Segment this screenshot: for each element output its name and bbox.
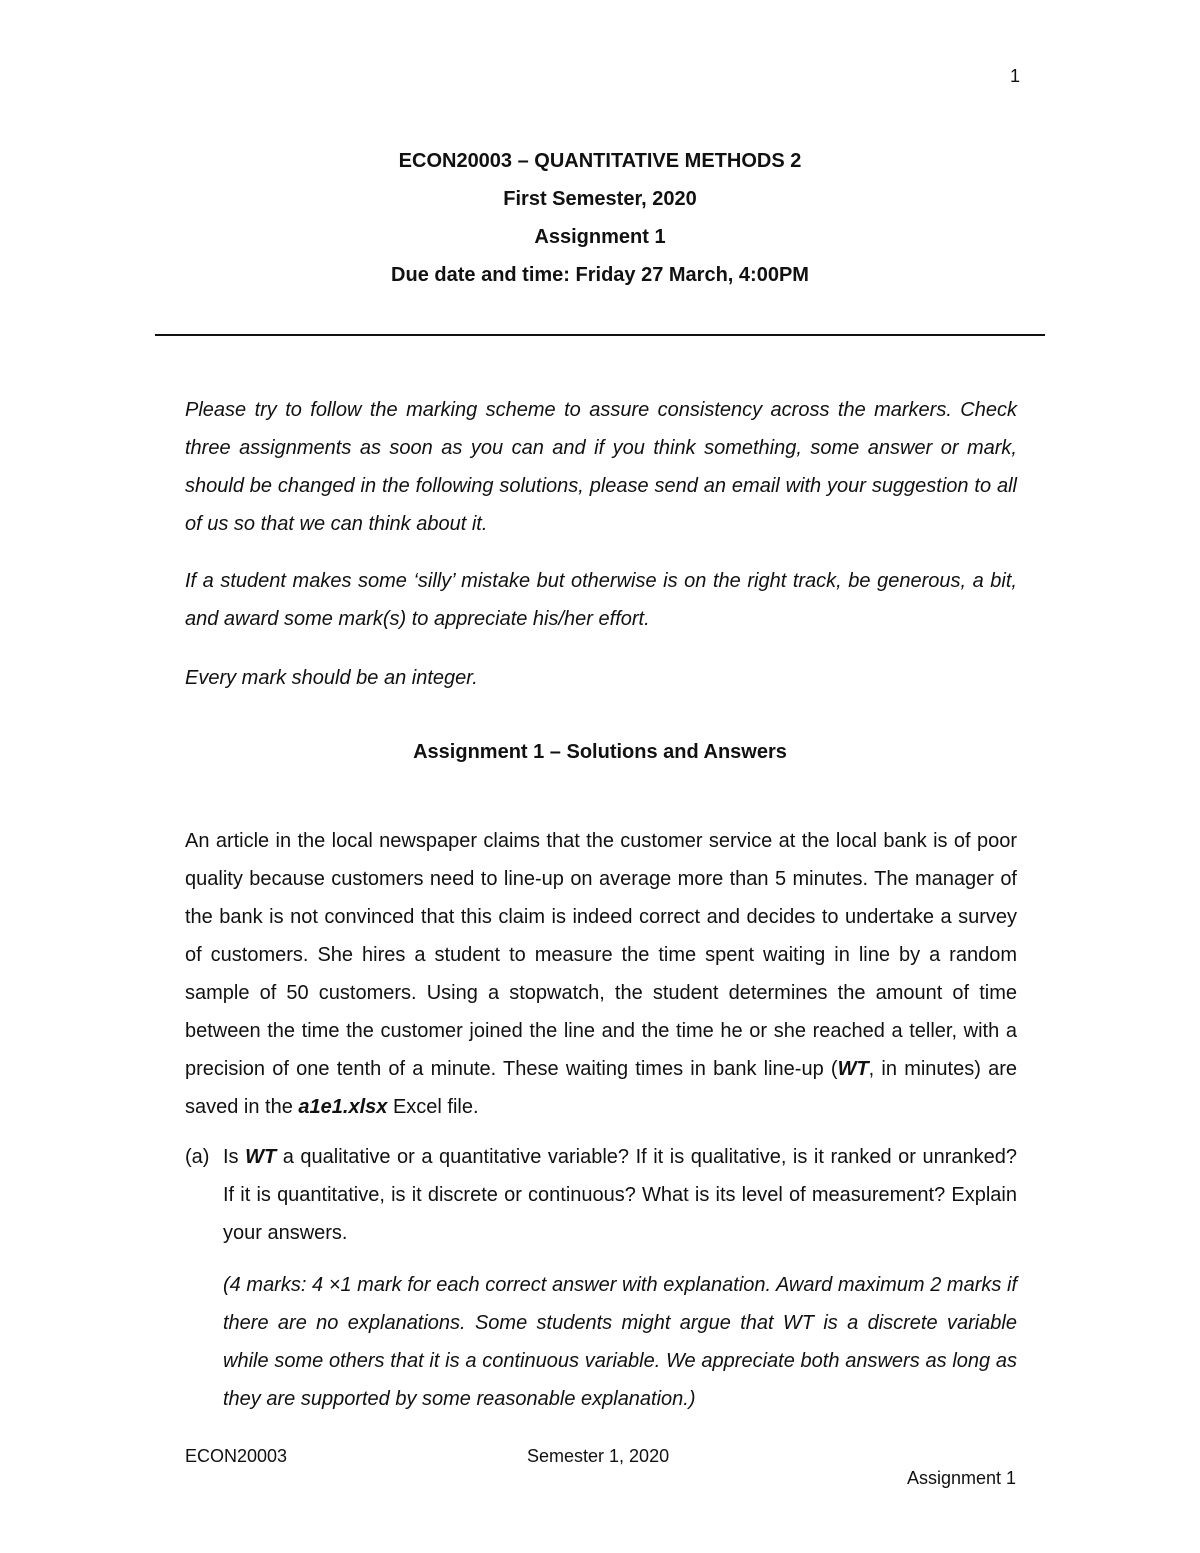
question-a-text: [223, 1138, 1017, 1252]
document-title-block: [0, 142, 1200, 294]
due-date: Due date and time: Friday 27 March, 4:00PM: [391, 264, 809, 286]
instruction-paragraph-2: If a student makes some ‘silly’ mistake but otherwise is on the right track, be generous, a bit, and award some mark(s) to appreciate his/her effort.: [185, 570, 1017, 630]
semester-title: First Semester, 2020: [503, 188, 697, 210]
question-a-text-start: Is: [223, 1146, 246, 1168]
page-number: 1: [1009, 66, 1020, 86]
question-a-variable-wt: WT: [245, 1146, 277, 1168]
problem-text-3: Excel file.: [387, 1096, 479, 1118]
marker-instructions: [185, 391, 1017, 697]
footer-course-code: ECON20003: [185, 1446, 288, 1466]
instruction-paragraph-1: Please try to follow the marking scheme to assure consistency across the markers. Check three assignments as soon as you can and if you think something, some answer or mark, should be changed in the following solutions, please send an email with your suggestion to all of us so that we can think about it.: [185, 399, 1017, 535]
footer-semester: Semester 1, 2020: [527, 1446, 670, 1466]
instruction-paragraph-3: Every mark should be an integer.: [185, 667, 478, 689]
variable-wt: WT: [837, 1058, 869, 1080]
question-a: [185, 1138, 1017, 1252]
problem-text-1: An article in the local newspaper claims that the customer service at the local bank is of poor quality because customers need to line-up on average more than 5 minutes. The manager of the bank is not convinced that this claim is indeed correct and decides to undertake a survey of customers. She hires a student to measure the time spent waiting in line by a random sample of 50 customers. Using a stopwatch, the student determines the amount of time between the time the customer joined the line and the time he or she reached a teller, with a precision of one tenth of a minute. These waiting times in bank line-up (: [185, 830, 1017, 1080]
problem-statement: [185, 822, 1017, 1126]
footer-assignment: Assignment 1: [906, 1468, 1016, 1488]
assignment-title: Assignment 1: [534, 226, 666, 248]
section-heading: Assignment 1 – Solutions and Answers: [413, 741, 787, 763]
question-a-label: (a): [185, 1146, 210, 1168]
problem-text-2: , in minutes) are saved in the: [185, 1058, 1017, 1118]
data-filename: a1e1.xlsx: [298, 1096, 388, 1118]
horizontal-divider: [155, 334, 1045, 336]
question-a-text-rest: a qualitative or a quantitative variable? If it is qualitative, is it ranked or unranked? If it is quantitative, is it discrete or continuous? What is its level of measurement? Explain your answers.: [223, 1146, 1017, 1244]
question-a-marking-note: (4 marks: 4 ×1 mark for each correct answer with explanation. Award maximum 2 marks if there are no explanations. Some students might argue that WT is a discrete variable while some others that it is a continuous variable. We appreciate both answers as long as they are supported by some reasonable explanation.): [223, 1274, 1017, 1410]
course-title: ECON20003 – QUANTITATIVE METHODS 2: [398, 150, 802, 172]
